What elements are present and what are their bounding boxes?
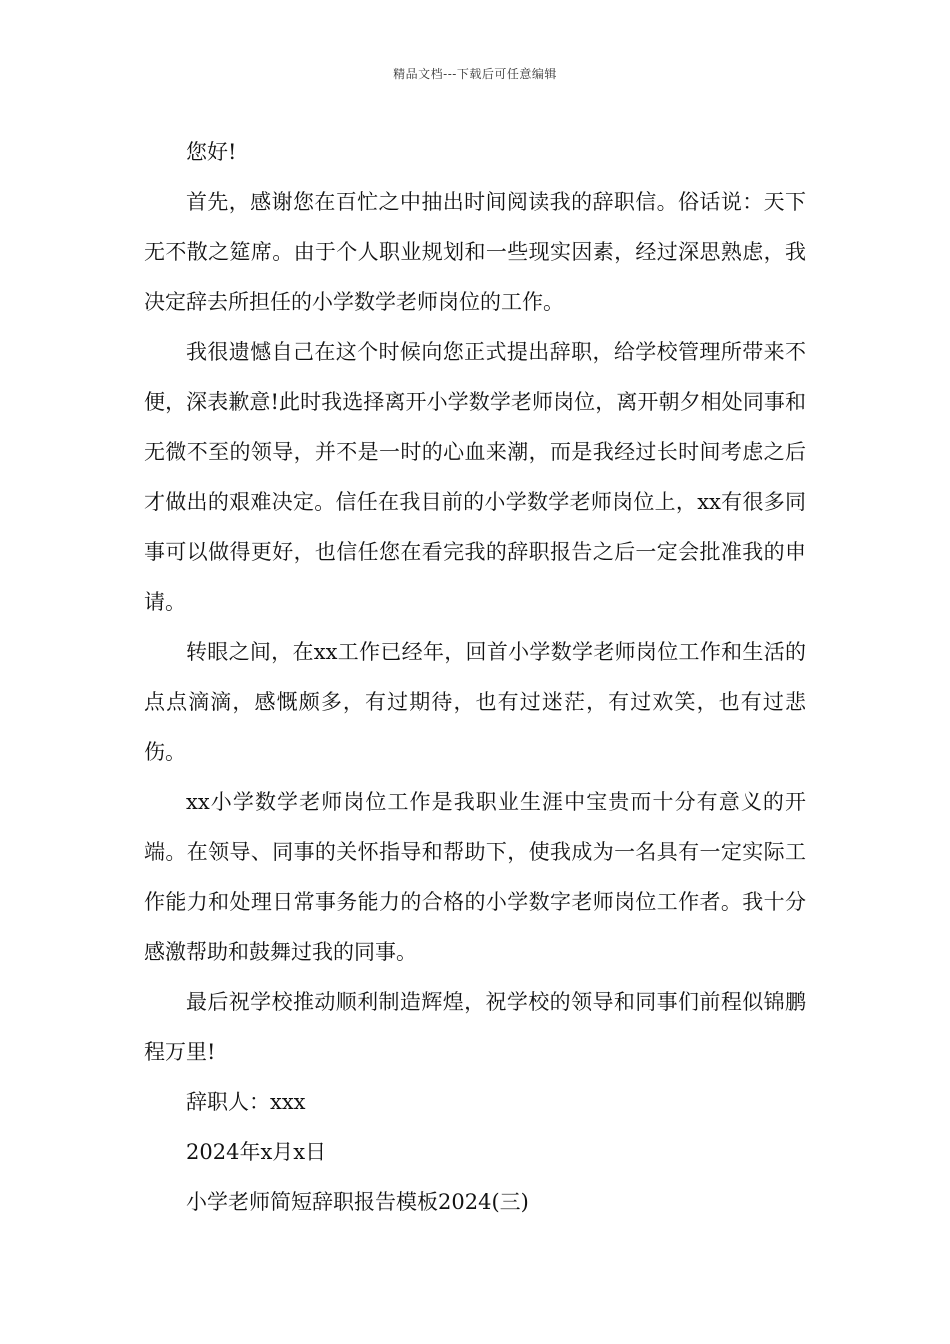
- page-header: 精品文档---下载后可任意编辑: [393, 67, 557, 81]
- paragraph-1: 首先，感谢您在百忙之中抽出时间阅读我的辞职信。俗话说：天下无不散之筵席。由于个人职业规划和一些现实因素，经过深思熟虑，我决定辞去所担任的小学数学老师岗位的工作。: [144, 190, 806, 314]
- paragraph-4: xx小学数学老师岗位工作是我职业生涯中宝贵而十分有意义的开端。在领导、同事的关怀指导和帮助下，使我成为一名具有一定实际工作能力和处理日常事务能力的合格的小学数字老师岗位工作者。我十分感激帮助和鼓舞过我的同事。: [144, 790, 806, 964]
- paragraph-3: 转眼之间，在xx工作已经年，回首小学数学老师岗位工作和生活的点点滴滴，感慨颇多，有过期待，也有过迷茫，有过欢笑，也有过悲伤。: [144, 640, 806, 764]
- next-section-title: 小学老师简短辞职报告模板2024(三): [186, 1190, 529, 1214]
- greeting: 您好!: [186, 140, 237, 164]
- signature: 辞职人：xxx: [186, 1090, 306, 1114]
- paragraph-5: 最后祝学校推动顺利制造辉煌，祝学校的领导和同事们前程似锦鹏程万里!: [144, 990, 806, 1064]
- paragraph-2: 我很遗憾自己在这个时候向您正式提出辞职，给学校管理所带来不便，深表歉意!此时我选择离开小学数学老师岗位，离开朝夕相处同事和无微不至的领导，并不是一时的心血来潮，而是我经过长时间考虑之后才做出的艰难决定。信任在我目前的小学数学老师岗位上，xx有很多同事可以做得更好，也信任您在看完我的辞职报告之后一定会批准我的申请。: [144, 340, 806, 614]
- date: 2024年x月x日: [186, 1140, 327, 1164]
- letter-body: [144, 127, 806, 1227]
